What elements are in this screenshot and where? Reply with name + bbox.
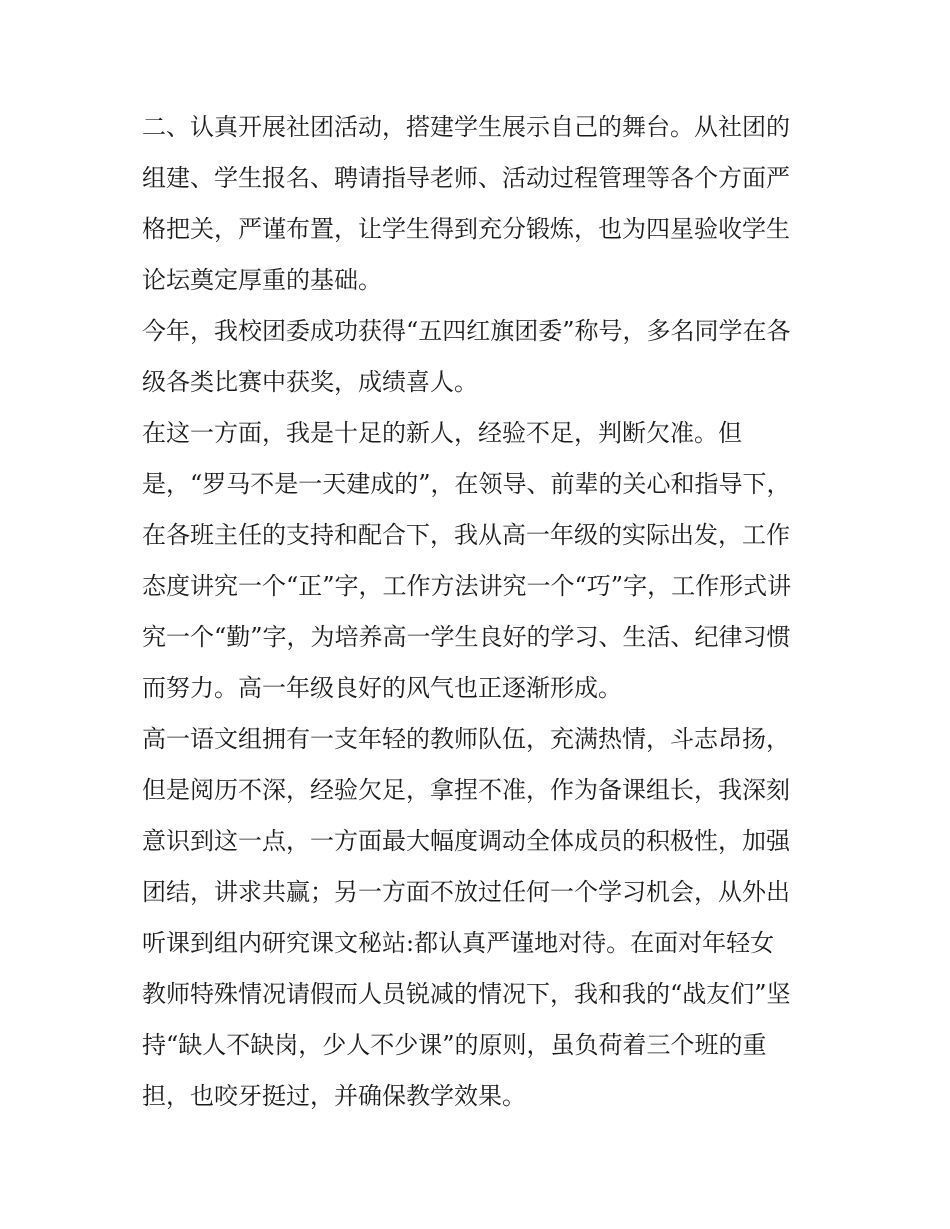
- text-line: 意识到这一点，一方面最大幅度调动全体成员的积极性，加强: [142, 827, 790, 855]
- text-line: 在各班主任的支持和配合下，我从高一年级的实际出发，工作: [142, 521, 790, 549]
- text-line: 组建、学生报名、聘请指导老师、活动过程管理等各个方面严: [142, 164, 790, 192]
- text-line: 究一个“勤”字，为培养高一学生良好的学习、生活、纪律习惯: [142, 623, 791, 651]
- text-line: 态度讲究一个“正”字，工作方法讲究一个“巧”字，工作形式讲: [142, 572, 792, 600]
- text-line: 听课到组内研究课文秘站:都认真严谨地对待。在面对年轻女: [142, 929, 775, 957]
- text-line: 担，也咬牙挺过，并确保教学效果。: [142, 1082, 526, 1110]
- text-line: 格把关，严谨布置，让学生得到充分锻炼，也为四星验收学生: [142, 215, 790, 243]
- text-line: 是，“罗马不是一天建成的”，在领导、前辈的关心和指导下，: [142, 470, 791, 498]
- text-line: 级各类比赛中获奖，成绩喜人。: [142, 368, 478, 396]
- text-line: 二、认真开展社团活动，搭建学生展示自己的舞台。从社团的: [142, 113, 790, 141]
- text-line: 教师特殊情况请假而人员锐减的情况下，我和我的“战友们”坚: [142, 980, 791, 1008]
- text-line: 持“缺人不缺岗，少人不少课”的原则，虽负荷着三个班的重: [142, 1031, 767, 1059]
- document-body: [142, 102, 814, 1122]
- text-line: 高一语文组拥有一支年轻的教师队伍，充满热情，斗志昂扬，: [142, 725, 790, 753]
- text-line: 今年，我校团委成功获得“五四红旗团委”称号，多名同学在各: [142, 317, 791, 345]
- text-line: 论坛奠定厚重的基础。: [142, 266, 382, 294]
- text-line: 但是阅历不深，经验欠足，拿捏不准，作为备课组长，我深刻: [142, 776, 790, 804]
- text-line: 团结，讲求共赢；另一方面不放过任何一个学习机会，从外出: [142, 878, 790, 906]
- text-line: 而努力。高一年级良好的风气也正逐渐形成。: [142, 674, 622, 702]
- text-line: 在这一方面，我是十足的新人，经验不足，判断欠准。但: [142, 419, 742, 447]
